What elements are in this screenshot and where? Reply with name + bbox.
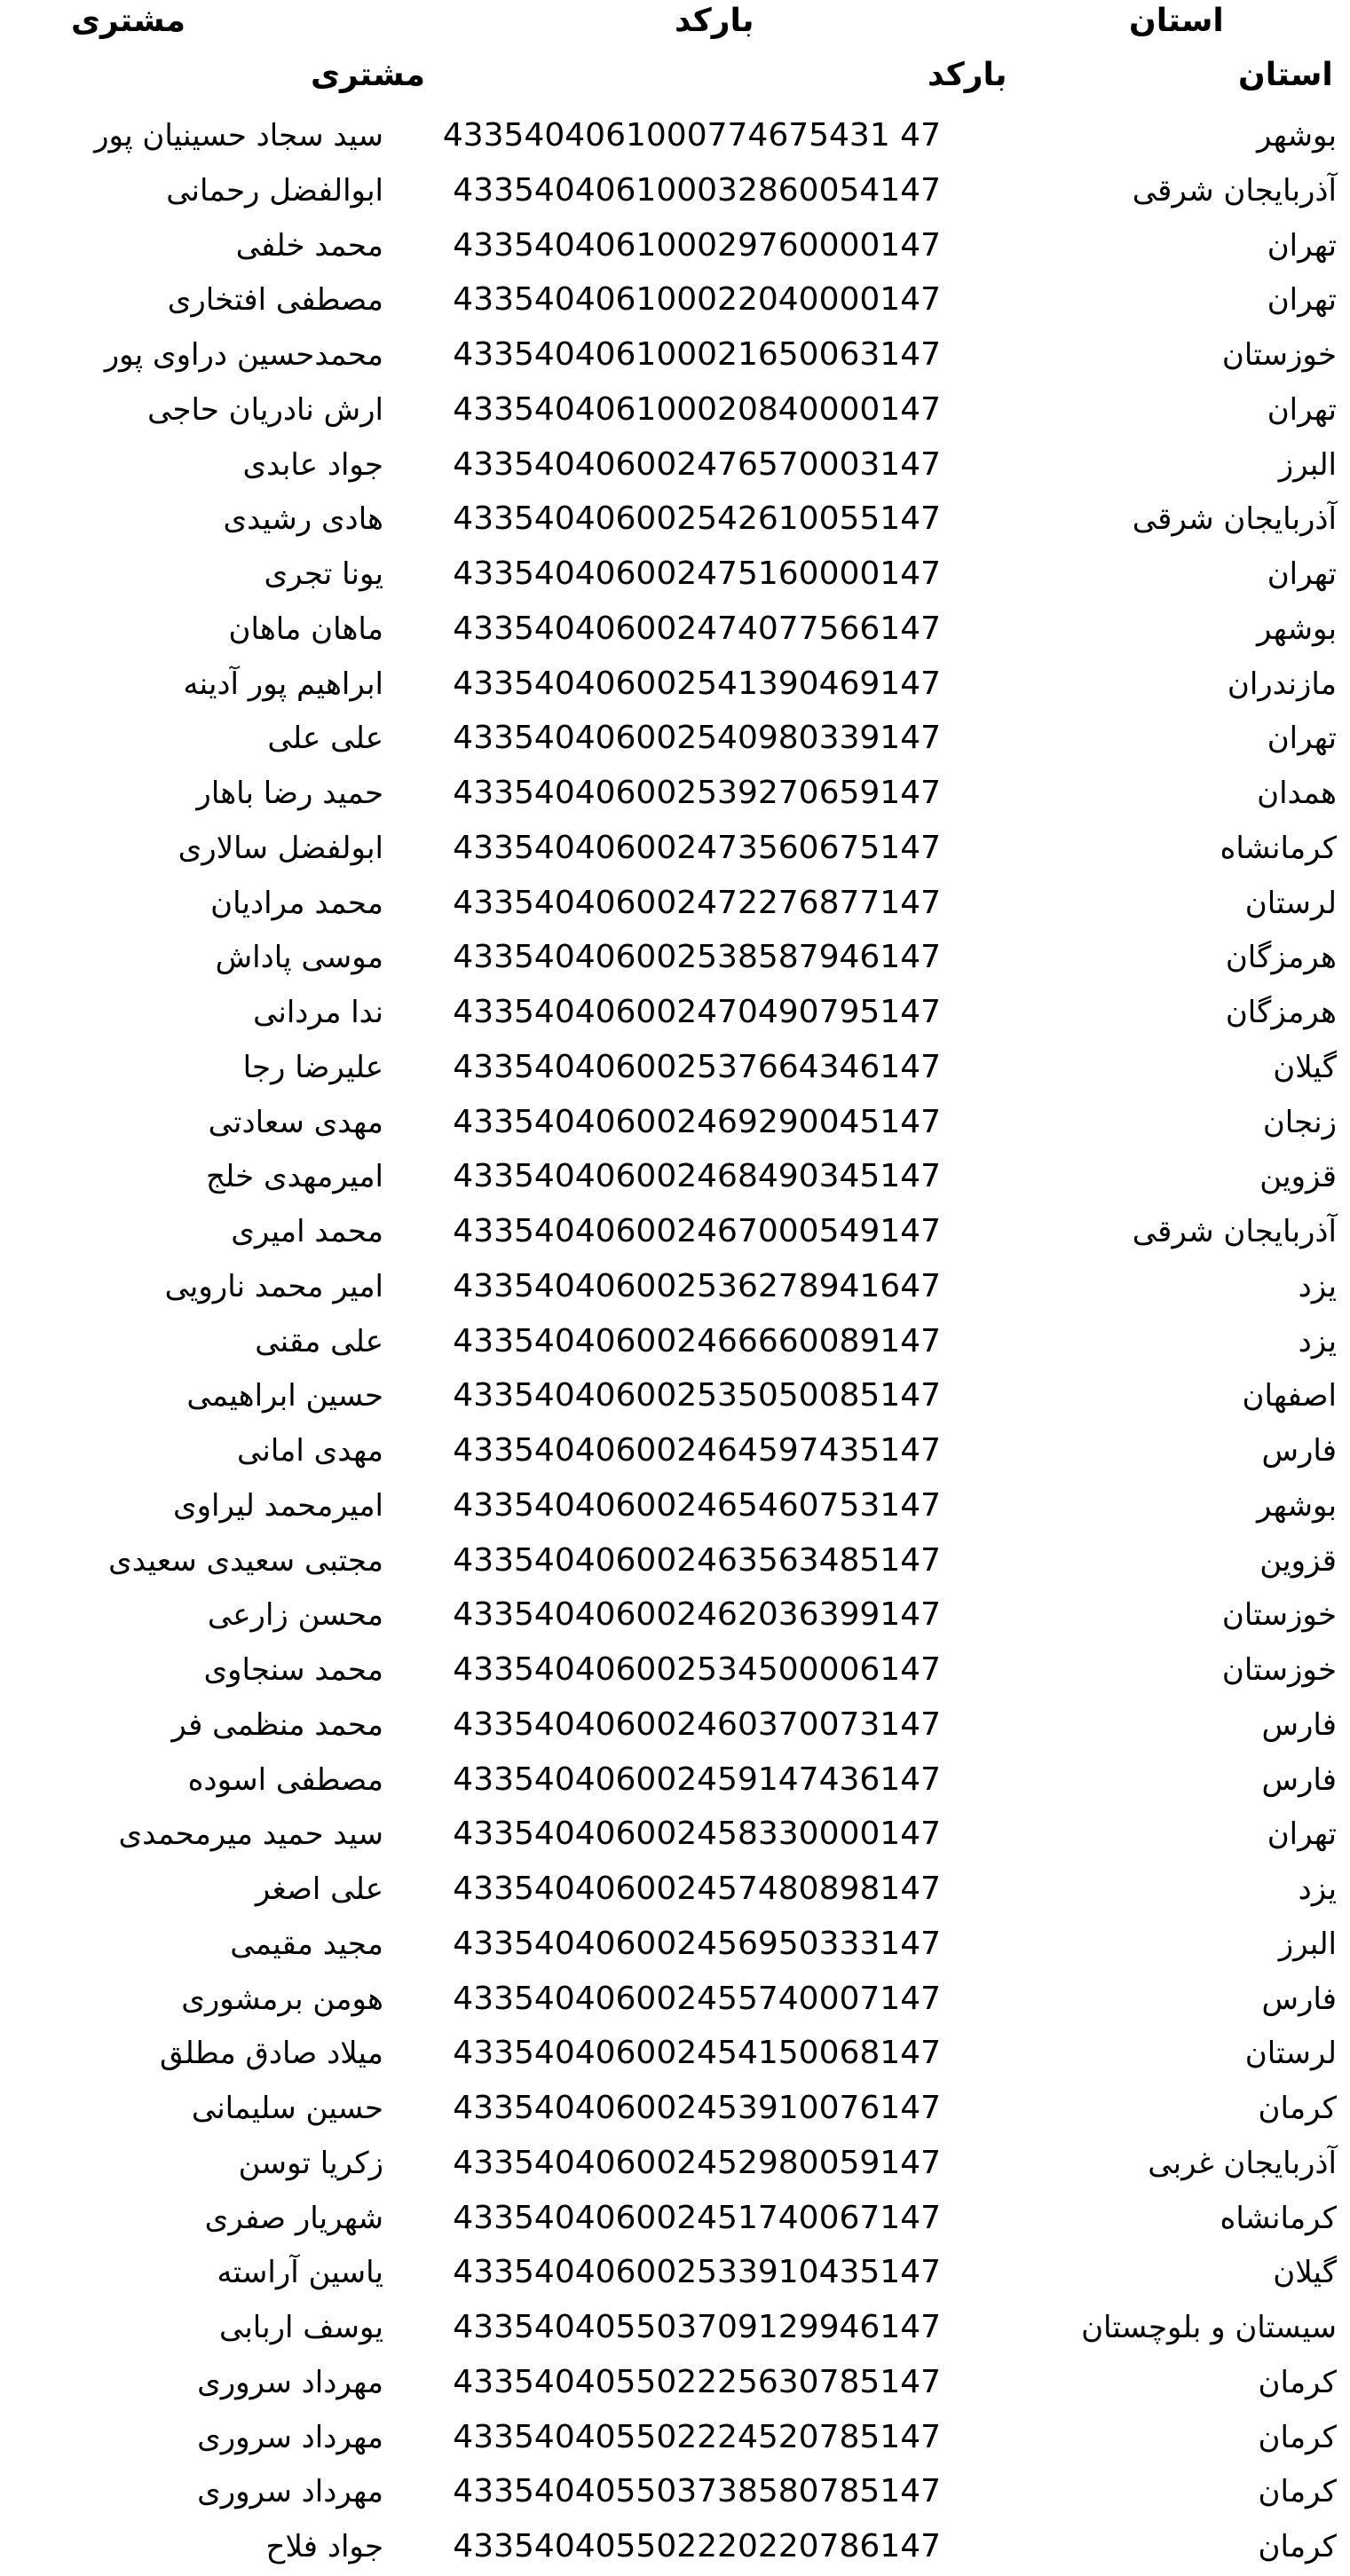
province-cell: یزد xyxy=(1298,1323,1337,1359)
barcode-cell: 433540405503709129946147 xyxy=(453,2309,941,2345)
barcode-cell: 433540406002541390469147 xyxy=(453,665,941,702)
province-cell: هرمزگان xyxy=(1225,940,1337,976)
table-row xyxy=(0,1261,1350,1316)
table-row xyxy=(0,1206,1350,1261)
province-cell: کرمان xyxy=(1258,2419,1337,2455)
barcode-cell: 433540406002468490345147 xyxy=(453,1158,941,1195)
customer-cell: هومن برمشوری xyxy=(181,1981,383,2017)
province-cell: کرمانشاه xyxy=(1220,2200,1337,2236)
table-row xyxy=(0,1754,1350,1809)
table-row xyxy=(0,439,1350,494)
barcode-cell: 433540406100020840000147 xyxy=(453,390,941,428)
province-cell: فارس xyxy=(1261,1433,1337,1469)
province-cell: کرمانشاه xyxy=(1220,830,1337,866)
customer-cell: مصطفی اسوده xyxy=(187,1761,383,1798)
table-row xyxy=(0,220,1350,275)
customer-cell: ابراهیم پور آدینه xyxy=(183,666,383,702)
barcode-cell: 433540406002475160000147 xyxy=(453,555,941,592)
barcode-cell: 433540406002470490795147 xyxy=(453,994,941,1030)
province-cell: خوزستان xyxy=(1221,1652,1337,1688)
table-row xyxy=(0,493,1350,548)
table-row xyxy=(0,2357,1350,2412)
table-row xyxy=(0,1699,1350,1754)
province-cell: البرز xyxy=(1278,1926,1337,1962)
customer-cell: محمدحسین دراوی پور xyxy=(104,337,383,373)
table-row xyxy=(0,1589,1350,1644)
customer-cell: ارش نادریان حاجی xyxy=(147,391,383,428)
barcode-cell: 433540406002536278941647 xyxy=(453,1267,941,1304)
customer-cell: محمد مرادیان xyxy=(210,885,383,921)
table-row xyxy=(0,1973,1350,2029)
customer-cell: ندا مردانی xyxy=(253,995,383,1030)
barcode-cell: 433540406002454150068147 xyxy=(453,2035,941,2072)
header-province-top: استان xyxy=(1129,3,1224,39)
table-row xyxy=(0,1480,1350,1535)
customer-cell: محسن زارعی xyxy=(207,1597,383,1634)
province-cell: لرستان xyxy=(1244,885,1337,921)
barcode-cell: 433540406002535050085147 xyxy=(453,1377,941,1414)
province-cell: یزد xyxy=(1298,1268,1337,1304)
province-cell: قزوین xyxy=(1259,1542,1337,1579)
barcode-cell: 433540405502225630785147 xyxy=(453,2363,941,2400)
province-cell: لرستان xyxy=(1244,2036,1337,2072)
customer-cell: ماهان ماهان xyxy=(228,611,383,647)
customer-cell: حسین سلیمانی xyxy=(191,2091,383,2126)
barcode-cell: 433540406002538587946147 xyxy=(453,939,941,976)
table-row xyxy=(0,2521,1350,2576)
table-row xyxy=(0,658,1350,713)
barcode-cell: 433540406002534500006147 xyxy=(453,1651,941,1688)
customer-cell: مهدی امانی xyxy=(237,1433,383,1469)
province-cell: خوزستان xyxy=(1221,337,1337,373)
province-cell: هرمزگان xyxy=(1225,995,1337,1030)
header-customer: مشتری xyxy=(311,57,426,93)
customer-cell: مهرداد سروری xyxy=(197,2419,383,2455)
customer-cell: محمد امیری xyxy=(231,1214,383,1249)
header-customer-top: مشتری xyxy=(71,3,186,39)
barcode-cell: 433540406002460370073147 xyxy=(453,1706,941,1743)
table-row xyxy=(0,878,1350,933)
customer-cell: مصطفی افتخاری xyxy=(167,282,383,319)
barcode-cell: 433540406002455740007147 xyxy=(453,1980,941,2017)
barcode-cell: 433540406002458330000147 xyxy=(453,1816,941,1853)
barcode-cell: 4335404061000774675431 47 xyxy=(442,117,941,154)
header-barcode: بارکد xyxy=(928,57,1007,93)
header-barcode-top: بارکد xyxy=(675,3,754,39)
barcode-cell: 433540406002540980339147 xyxy=(453,720,941,757)
province-cell: آذربایجان شرقی xyxy=(1132,1214,1337,1249)
customer-cell: محمد سنجاوی xyxy=(203,1652,383,1688)
barcode-cell: 433540406002456950333147 xyxy=(453,1925,941,1962)
province-cell: فارس xyxy=(1261,1706,1337,1743)
customer-cell: موسی پاداش xyxy=(215,940,383,976)
customer-cell: هادی رشیدی xyxy=(223,501,383,538)
barcode-cell: 433540406100022040000147 xyxy=(453,281,941,319)
customer-cell: محمد منظمی فر xyxy=(171,1706,383,1743)
customer-cell: امیرمهدی خلج xyxy=(205,1159,383,1195)
barcode-cell: 433540406002463563485147 xyxy=(453,1541,941,1579)
province-cell: کرمان xyxy=(1258,2474,1337,2510)
table-row xyxy=(0,548,1350,603)
province-cell: آذربایجان غربی xyxy=(1148,2145,1337,2181)
table-row xyxy=(0,1370,1350,1425)
table-row xyxy=(0,2466,1350,2521)
province-cell: تهران xyxy=(1267,1816,1337,1853)
customer-cell: جواد عابدی xyxy=(242,446,383,483)
barcode-cell: 433540406002467000549147 xyxy=(453,1213,941,1249)
barcode-cell: 433540406002452980059147 xyxy=(453,2144,941,2181)
province-cell: یزد xyxy=(1298,1871,1337,1907)
barcode-cell: 433540406002539270659147 xyxy=(453,775,941,811)
table-row xyxy=(0,987,1350,1042)
province-cell: بوشهر xyxy=(1257,1487,1337,1524)
province-cell: تهران xyxy=(1267,721,1337,757)
table-row xyxy=(0,1644,1350,1699)
table-row xyxy=(0,1097,1350,1152)
customer-table xyxy=(0,110,1350,2576)
province-cell: فارس xyxy=(1261,1761,1337,1798)
province-cell: کرمان xyxy=(1258,2091,1337,2126)
barcode-cell: 433540406002476570003147 xyxy=(453,445,941,483)
barcode-cell: 433540406002473560675147 xyxy=(453,829,941,866)
barcode-cell: 433540406002537664346147 xyxy=(453,1048,941,1085)
table-row xyxy=(0,2028,1350,2083)
customer-cell: مجتبی سعیدی سعیدی xyxy=(108,1542,383,1579)
table-row xyxy=(0,823,1350,878)
customer-cell: مهرداد سروری xyxy=(197,2474,383,2510)
barcode-cell: 433540406002533910435147 xyxy=(453,2254,941,2291)
customer-cell: یوسف اربابی xyxy=(218,2310,383,2345)
barcode-cell: 433540406002459147436147 xyxy=(453,1761,941,1798)
province-cell: فارس xyxy=(1261,1981,1337,2017)
customer-cell: میلاد صادق مطلق xyxy=(160,2036,383,2072)
table-row xyxy=(0,1863,1350,1918)
header-province: استان xyxy=(1238,57,1333,93)
customer-cell: حسین ابراهیمی xyxy=(186,1378,383,1414)
barcode-cell: 433540405502220220786147 xyxy=(453,2528,941,2564)
barcode-cell: 433540406100029760000147 xyxy=(453,226,941,264)
table-row xyxy=(0,1425,1350,1480)
barcode-cell: 433540406002462036399147 xyxy=(453,1596,941,1634)
table-row xyxy=(0,110,1350,165)
customer-cell: مجید مقیمی xyxy=(230,1926,383,1962)
customer-cell: علیرضا رجا xyxy=(242,1049,383,1085)
table-row xyxy=(0,165,1350,220)
table-row xyxy=(0,329,1350,384)
table-row xyxy=(0,274,1350,329)
table-row xyxy=(0,2083,1350,2138)
table-row xyxy=(0,2302,1350,2357)
province-cell: قزوین xyxy=(1259,1159,1337,1195)
barcode-cell: 433540406100021650063147 xyxy=(453,336,941,373)
province-cell: زنجان xyxy=(1262,1104,1337,1140)
customer-cell: یاسین آراسته xyxy=(217,2255,383,2291)
table-row xyxy=(0,768,1350,823)
customer-cell: یونا تجری xyxy=(264,556,383,592)
province-cell: مازندران xyxy=(1227,666,1337,702)
customer-cell: حمید رضا باهار xyxy=(196,776,383,811)
province-cell: آذربایجان شرقی xyxy=(1132,172,1337,209)
barcode-cell: 433540406002457480898147 xyxy=(453,1871,941,1907)
customer-cell: ابولفضل سالاری xyxy=(178,830,383,866)
customer-cell: سید حمید میرمحمدی xyxy=(118,1816,383,1853)
barcode-cell: 433540406002465460753147 xyxy=(453,1486,941,1524)
customer-cell: زکریا توسن xyxy=(238,2145,383,2181)
customer-cell: ابوالفضل رحمانی xyxy=(166,172,383,209)
province-cell: بوشهر xyxy=(1257,118,1337,154)
customer-cell: محمد خلفی xyxy=(235,227,383,264)
table-row xyxy=(0,2412,1350,2467)
table-row xyxy=(0,384,1350,439)
province-cell: آذربایجان شرقی xyxy=(1132,501,1337,538)
barcode-cell: 433540406002451740067147 xyxy=(453,2199,941,2236)
barcode-cell: 433540405502224520785147 xyxy=(453,2418,941,2455)
table-row xyxy=(0,2138,1350,2193)
customer-cell: علی مقنی xyxy=(255,1323,383,1359)
province-cell: کرمان xyxy=(1258,2529,1337,2564)
customer-cell: سید سجاد حسینیان پور xyxy=(94,118,383,154)
barcode-cell: 433540406002464597435147 xyxy=(453,1432,941,1469)
province-cell: تهران xyxy=(1267,227,1337,264)
province-cell: خوزستان xyxy=(1221,1597,1337,1634)
barcode-cell: 433540406002472276877147 xyxy=(453,884,941,921)
customer-cell: مهدی سعادتی xyxy=(208,1104,383,1140)
table-row xyxy=(0,932,1350,987)
customer-cell: شهریار صفری xyxy=(204,2200,383,2236)
table-row xyxy=(0,1535,1350,1590)
barcode-cell: 433540406002466660089147 xyxy=(453,1322,941,1359)
province-cell: سیستان و بلوچستان xyxy=(1081,2310,1337,2345)
province-cell: بوشهر xyxy=(1257,611,1337,647)
province-cell: تهران xyxy=(1267,391,1337,428)
customer-cell: امیرمحمد لیراوی xyxy=(172,1487,383,1524)
table-row xyxy=(0,1316,1350,1371)
table-row xyxy=(0,1808,1350,1863)
province-cell: کرمان xyxy=(1258,2364,1337,2400)
province-cell: البرز xyxy=(1278,446,1337,483)
table-row xyxy=(0,1918,1350,1973)
table-row xyxy=(0,713,1350,768)
table-row xyxy=(0,1151,1350,1206)
barcode-cell: 433540406002469290045147 xyxy=(453,1103,941,1140)
barcode-cell: 433540406100032860054147 xyxy=(453,171,941,209)
customer-cell: علی علی xyxy=(267,721,383,757)
province-cell: گیلان xyxy=(1273,1049,1337,1085)
province-cell: گیلان xyxy=(1273,2255,1337,2291)
province-cell: همدان xyxy=(1257,776,1337,811)
barcode-cell: 433540406002474077566147 xyxy=(453,610,941,647)
customer-cell: امیر محمد نارویی xyxy=(164,1268,383,1304)
table-row xyxy=(0,1042,1350,1097)
province-cell: اصفهان xyxy=(1242,1378,1337,1414)
table-row xyxy=(0,2193,1350,2248)
province-cell: تهران xyxy=(1267,556,1337,592)
customer-cell: جواد فلاح xyxy=(265,2529,383,2564)
barcode-cell: 433540406002542610055147 xyxy=(453,500,941,538)
table-row xyxy=(0,2247,1350,2302)
barcode-cell: 433540406002453910076147 xyxy=(453,2090,941,2126)
customer-cell: مهرداد سروری xyxy=(197,2364,383,2400)
customer-cell: علی اصغر xyxy=(255,1871,383,1907)
table-row xyxy=(0,603,1350,658)
province-cell: تهران xyxy=(1267,282,1337,319)
barcode-cell: 433540405503738580785147 xyxy=(453,2473,941,2510)
